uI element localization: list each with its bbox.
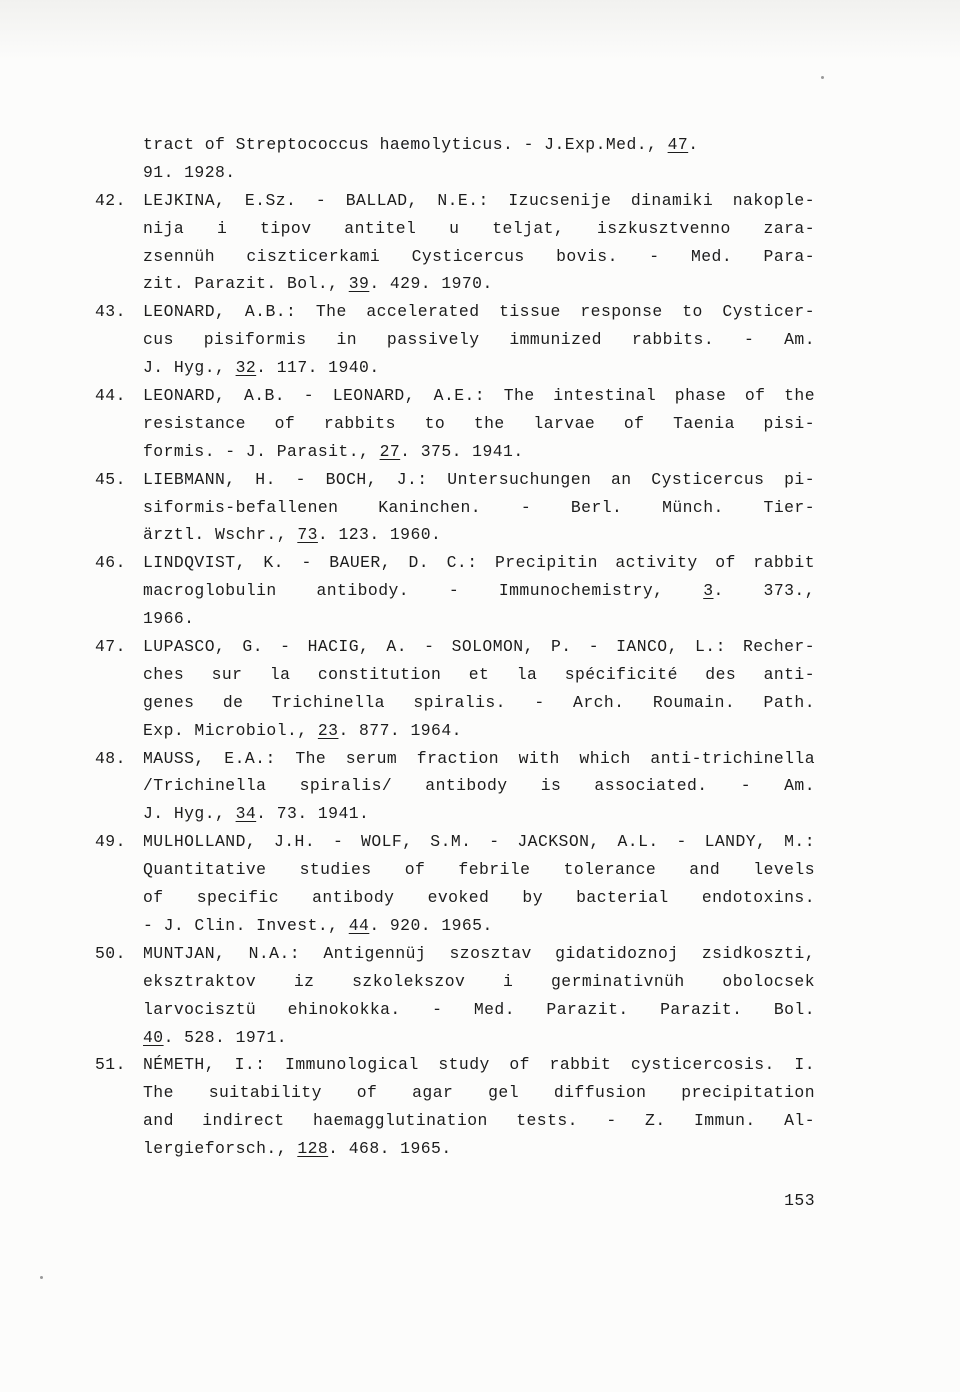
reference-text-segment: lergieforsch.,	[143, 1139, 288, 1159]
scan-speck	[40, 1276, 43, 1279]
reference-entry	[95, 187, 815, 299]
reference-text-segment: /Trichinella spiralis/ antibody is associated. - Am.	[143, 776, 815, 796]
reference-text-segment: zit. Parazit. Bol.,	[143, 274, 339, 294]
reference-text	[143, 521, 815, 549]
reference-text	[143, 466, 815, 494]
volume-number: 34	[235, 804, 257, 824]
reference-entry	[95, 298, 815, 382]
reference-entry	[95, 466, 815, 550]
reference-line	[95, 577, 815, 605]
reference-number: 45.	[95, 469, 126, 489]
reference-line	[95, 605, 815, 633]
reference-text	[143, 940, 815, 968]
reference-text-segment: cus pisiformis in passively immunized rabbits. - Am.	[143, 330, 815, 350]
reference-line	[95, 549, 815, 577]
reference-line	[95, 466, 815, 494]
reference-text-segment: MULHOLLAND, J.H. - WOLF, S.M. - JACKSON, A.L. - LANDY, M.:	[143, 832, 815, 852]
reference-text-segment: . 73. 1941.	[256, 804, 370, 824]
reference-line	[95, 745, 815, 773]
volume-number: 27	[379, 441, 401, 461]
reference-text	[143, 717, 815, 745]
reference-line	[95, 1079, 815, 1107]
reference-text-segment: NÉMETH, I.: Immunological study of rabbit cysticercosis. I.	[143, 1055, 815, 1075]
reference-text-segment: and indirect haemagglutination tests. - Z. Immun. Al-	[143, 1111, 815, 1131]
reference-text	[143, 187, 815, 215]
reference-text-segment: formis. - J. Parasit.,	[143, 441, 370, 461]
reference-line	[95, 159, 815, 187]
reference-number: 42.	[95, 190, 126, 210]
reference-text-segment: . 429. 1970.	[369, 274, 493, 294]
volume-number: 73	[297, 525, 318, 545]
reference-line	[95, 661, 815, 689]
reference-text	[143, 410, 815, 438]
reference-text-segment: siformis-befallenen Kaninchen. - Berl. Münch. Tier-	[143, 497, 815, 517]
volume-number: 32	[235, 358, 257, 378]
reference-line	[95, 494, 815, 522]
volume-number: 47	[667, 135, 689, 154]
reference-text-segment: MAUSS, E.A.: The serum fraction with which anti-trichinella	[143, 748, 815, 768]
reference-line	[95, 187, 815, 215]
reference-entry	[95, 549, 815, 633]
reference-number: 43.	[95, 302, 126, 322]
reference-text	[143, 1079, 815, 1107]
reference-line	[95, 996, 815, 1024]
volume-number: 3	[703, 581, 714, 601]
reference-line	[95, 438, 815, 466]
reference-line	[95, 912, 815, 940]
reference-text	[143, 1135, 815, 1163]
reference-text	[143, 968, 815, 996]
reference-text	[143, 633, 815, 661]
reference-text	[143, 772, 815, 800]
reference-text-segment: resistance of rabbits to the larvae of Taenia pisi-	[143, 413, 815, 433]
volume-number: 44	[348, 915, 370, 935]
reference-text	[143, 1107, 815, 1135]
reference-text	[143, 354, 815, 382]
reference-entry	[95, 1051, 815, 1163]
reference-line	[95, 884, 815, 912]
reference-text	[143, 912, 815, 940]
reference-number: 51.	[95, 1055, 126, 1075]
reference-text	[143, 159, 815, 187]
volume-number: 128	[297, 1139, 329, 1159]
reference-text-segment: LINDQVIST, K. - BAUER, D. C.: Precipitin activity of rabbit	[143, 553, 815, 573]
reference-text	[143, 243, 815, 271]
reference-text-segment: . 375. 1941.	[400, 441, 524, 461]
reference-text-segment: eksztraktov iz szkolekszov i germinativnüh obolocsek	[143, 971, 815, 991]
reference-text-segment: J. Hyg.,	[143, 358, 226, 378]
reference-text-segment: LEONARD, A.B.: The accelerated tissue response to Cysticer-	[143, 302, 815, 322]
volume-number: 39	[348, 274, 370, 294]
reference-text	[143, 438, 815, 466]
reference-text	[143, 382, 815, 410]
volume-number: 23	[317, 720, 339, 740]
reference-text	[143, 131, 815, 159]
reference-text-segment: - J. Clin. Invest.,	[143, 915, 339, 935]
reference-line	[95, 270, 815, 298]
reference-text-segment: . 123. 1960.	[317, 525, 442, 545]
page-number: 153	[784, 1191, 815, 1210]
reference-text-segment: 1966.	[143, 609, 195, 629]
reference-line	[95, 1135, 815, 1163]
reference-number: 48.	[95, 748, 126, 768]
reference-line	[95, 382, 815, 410]
reference-text	[143, 494, 815, 522]
reference-text-segment: . 920. 1965.	[369, 915, 493, 935]
reference-number: 44.	[95, 386, 126, 406]
reference-text-segment: 91. 1928.	[143, 162, 236, 182]
reference-text-segment: ches sur la constitution et la spécificité des anti-	[143, 664, 815, 684]
reference-text-segment: larvocisztü ehinokokka. - Med. Parazit. Parazit. Bol.	[143, 999, 815, 1019]
reference-text-segment: . 877. 1964.	[338, 720, 462, 740]
reference-text-segment: nija i tipov antitel u teljat, iszkusztvenno zara-	[143, 218, 815, 238]
reference-line	[95, 1107, 815, 1135]
reference-text	[143, 661, 815, 689]
reference-line	[95, 298, 815, 326]
reference-entry	[95, 940, 815, 1052]
reference-text	[143, 856, 815, 884]
reference-line	[95, 521, 815, 549]
reference-line	[95, 1024, 815, 1052]
reference-line	[95, 1051, 815, 1079]
reference-text-segment: genes de Trichinella spiralis. - Arch. Roumain. Path.	[143, 692, 815, 712]
reference-line	[95, 410, 815, 438]
reference-text	[143, 745, 815, 773]
reference-text-segment: .	[688, 135, 699, 154]
reference-text-segment: . 468. 1965.	[328, 1139, 452, 1159]
reference-entry	[95, 131, 815, 187]
reference-number: 50.	[95, 943, 126, 963]
reference-text-segment: zsennüh ciszticerkami Cysticercus bovis. - Med. Para-	[143, 246, 815, 266]
reference-line	[95, 633, 815, 661]
reference-number: 47.	[95, 637, 126, 657]
reference-text	[143, 689, 815, 717]
reference-text-segment: MUNTJAN, N.A.: Antigennüj szosztav gidatidoznoj zsidkoszti,	[143, 943, 815, 963]
reference-line	[95, 856, 815, 884]
reference-line	[95, 940, 815, 968]
reference-text	[143, 605, 815, 633]
reference-text-segment: LEONARD, A.B. - LEONARD, A.E.: The intestinal phase of the	[143, 386, 815, 406]
reference-text-segment: . 373.,	[713, 581, 815, 601]
reference-text	[143, 884, 815, 912]
reference-line	[95, 354, 815, 382]
reference-line	[95, 131, 815, 159]
reference-number: 49.	[95, 832, 126, 852]
reference-text-segment: . 528. 1971.	[163, 1027, 288, 1047]
reference-text	[143, 828, 815, 856]
reference-text	[143, 1051, 815, 1079]
reference-line	[95, 243, 815, 271]
reference-line	[95, 800, 815, 828]
reference-text	[143, 549, 815, 577]
reference-text-segment: macroglobulin antibody. - Immunochemistry,	[143, 581, 664, 601]
volume-number: 40	[143, 1027, 164, 1047]
reference-line	[95, 326, 815, 354]
reference-text	[143, 215, 815, 243]
scan-shading	[0, 0, 960, 60]
reference-line	[95, 968, 815, 996]
reference-line	[95, 215, 815, 243]
reference-entry	[95, 633, 815, 745]
reference-text-segment: J. Hyg.,	[143, 804, 226, 824]
reference-text-segment: ärztl. Wschr.,	[143, 525, 288, 545]
reference-text	[143, 326, 815, 354]
reference-line	[95, 772, 815, 800]
reference-entry	[95, 745, 815, 829]
reference-line	[95, 717, 815, 745]
reference-line	[95, 689, 815, 717]
reference-text	[143, 577, 815, 605]
reference-text	[143, 270, 815, 298]
reference-entry	[95, 382, 815, 466]
reference-text-segment: tract of Streptococcus haemolyticus. - J.Exp.Med.,	[143, 135, 658, 154]
reference-text-segment: LEJKINA, E.Sz. - BALLAD, N.E.: Izucsenije dinamiki nakople-	[143, 190, 815, 210]
reference-text	[143, 298, 815, 326]
reference-line	[95, 828, 815, 856]
reference-text-segment: . 117. 1940.	[256, 358, 380, 378]
reference-text-segment: LUPASCO, G. - HACIG, A. - SOLOMON, P. - IANCO, L.: Recher-	[143, 637, 815, 657]
reference-text	[143, 1024, 815, 1052]
reference-number: 46.	[95, 553, 126, 573]
reference-text-segment: LIEBMANN, H. - BOCH, J.: Untersuchungen an Cysticercus pi-	[143, 469, 815, 489]
reference-text-segment: Exp. Microbiol.,	[143, 720, 308, 740]
reference-entry	[95, 828, 815, 940]
reference-text-segment: of specific antibody evoked by bacterial endotoxins.	[143, 888, 815, 908]
reference-text-segment: The suitability of agar gel diffusion precipitation	[143, 1083, 815, 1103]
reference-text	[143, 996, 815, 1024]
reference-text	[143, 800, 815, 828]
reference-list	[95, 131, 815, 1163]
scan-speck	[821, 76, 824, 79]
reference-text-segment: Quantitative studies of febrile tolerance and levels	[143, 860, 815, 880]
